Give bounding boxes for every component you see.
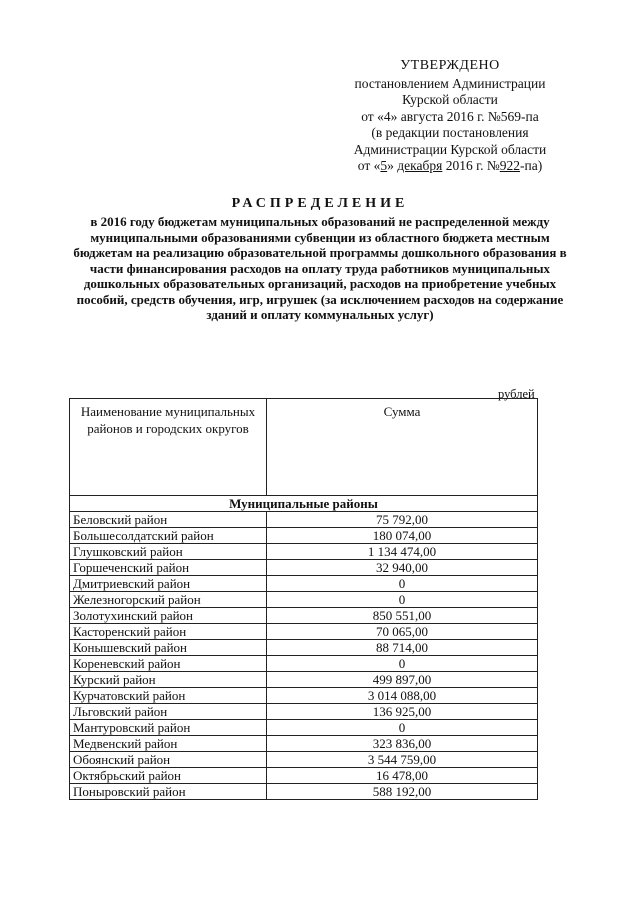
district-name: Дмитриевский район <box>70 576 267 592</box>
approval-line-5: Администрации Курской области <box>353 141 547 157</box>
table-row <box>70 768 538 784</box>
document-title <box>60 196 580 323</box>
approval-heading: УТВЕРЖДЕНО <box>400 58 500 73</box>
table-row <box>70 624 538 640</box>
district-amount: 0 <box>267 576 538 592</box>
table-row <box>70 752 538 768</box>
title-heading: РАСПРЕДЕЛЕНИЕ <box>231 196 409 211</box>
district-name: Кореневский район <box>70 656 267 672</box>
table-row <box>70 512 538 528</box>
table-row <box>70 608 538 624</box>
table-row <box>70 592 538 608</box>
approval-line-2: Курской области <box>402 92 498 107</box>
section-row <box>70 496 538 512</box>
approval-line-3: от «4» августа 2016 г. №569-па <box>361 108 539 124</box>
table-row <box>70 576 538 592</box>
district-name: Октябрьский район <box>70 768 267 784</box>
district-amount: 850 551,00 <box>267 608 538 624</box>
district-amount: 136 925,00 <box>267 704 538 720</box>
district-name: Железногорский район <box>70 592 267 608</box>
district-amount: 0 <box>267 592 538 608</box>
district-name: Глушковский район <box>70 544 267 560</box>
table-row <box>70 720 538 736</box>
district-amount: 1 134 474,00 <box>267 544 538 560</box>
approval-line-6 <box>300 158 600 175</box>
approval-line-6-suffix: -па) <box>519 158 543 173</box>
district-amount: 70 065,00 <box>267 624 538 640</box>
district-amount: 0 <box>267 720 538 736</box>
approval-line-6-prefix: от « <box>357 158 381 173</box>
district-amount: 3 014 088,00 <box>267 688 538 704</box>
district-name: Касторенский район <box>70 624 267 640</box>
district-amount: 180 074,00 <box>267 528 538 544</box>
district-amount: 0 <box>267 656 538 672</box>
district-amount: 3 544 759,00 <box>267 752 538 768</box>
district-amount: 16 478,00 <box>267 768 538 784</box>
district-amount: 323 836,00 <box>267 736 538 752</box>
district-name: Конышевский район <box>70 640 267 656</box>
table-row <box>70 688 538 704</box>
table-row <box>70 656 538 672</box>
district-name: Поныровский район <box>70 784 267 800</box>
table-row <box>70 704 538 720</box>
district-name: Обоянский район <box>70 752 267 768</box>
district-amount: 75 792,00 <box>267 512 538 528</box>
approval-month: декабря <box>397 158 443 173</box>
district-amount: 588 192,00 <box>267 784 538 800</box>
district-name: Мантуровский район <box>70 720 267 736</box>
district-name: Курский район <box>70 672 267 688</box>
approval-number: 922 <box>499 158 520 173</box>
table-row <box>70 528 538 544</box>
units-label: рублей <box>498 387 535 401</box>
approval-year: 2016 г. № <box>442 158 500 173</box>
table-header-row <box>70 399 538 496</box>
table-row <box>70 672 538 688</box>
table-row <box>70 560 538 576</box>
title-subtitle: в 2016 году бюджетам муниципальных образований не распределенной между муниципальными образованиями субвенции из областного бюджета местным бюджетам на реализацию образовательной программы дошкольного образования в части финансирования расходов на оплату труда работников муниципальных дошкольных образовательных организаций, расходов на приобретение учебных пособий, средств обучения, игр, игрушек (за исключением расходов на содержание зданий и оплату коммунальных услуг) <box>73 214 567 322</box>
district-name: Беловский район <box>70 512 267 528</box>
district-amount: 32 940,00 <box>267 560 538 576</box>
district-name: Золотухинский район <box>70 608 267 624</box>
district-name: Медвенский район <box>70 736 267 752</box>
district-name: Горшеченский район <box>70 560 267 576</box>
approval-day: 5 <box>380 158 388 173</box>
table-row <box>70 784 538 800</box>
column-header-amount: Сумма <box>267 399 538 496</box>
district-name: Курчатовский район <box>70 688 267 704</box>
district-amount: 499 897,00 <box>267 672 538 688</box>
table-row <box>70 736 538 752</box>
table-row <box>70 544 538 560</box>
approval-stamp <box>300 58 600 175</box>
approval-line-1: постановлением Администрации <box>354 75 546 91</box>
district-name: Большесолдатский район <box>70 528 267 544</box>
distribution-table <box>69 398 538 800</box>
table-row <box>70 640 538 656</box>
approval-line-4: (в редакции постановления <box>371 125 529 140</box>
approval-line-6-mid: » <box>387 158 398 173</box>
district-amount: 88 714,00 <box>267 640 538 656</box>
section-title: Муниципальные районы <box>70 496 538 512</box>
column-header-name: Наименование муниципальных районов и городских округов <box>70 399 267 496</box>
district-name: Льговский район <box>70 704 267 720</box>
